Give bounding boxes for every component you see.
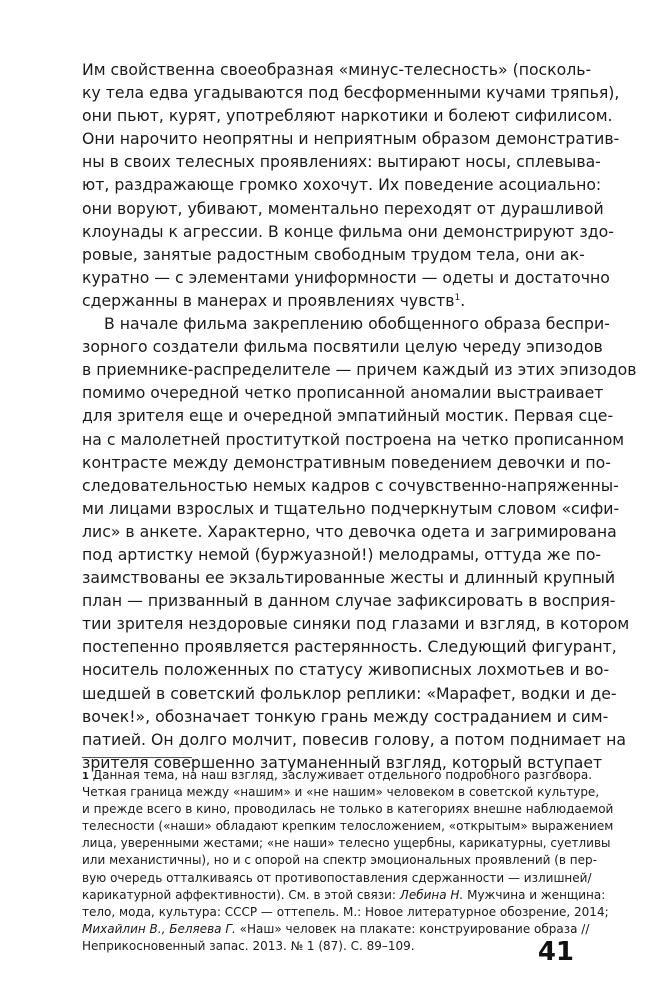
body-line: на с малолетней проституткой построена на четко прописанном <box>82 429 625 449</box>
body-line: ны в своих телесных проявлениях: вытирают носы, сплевыва- <box>82 152 601 172</box>
body-line: помимо очередной четко прописанной аномалии выстраивает <box>82 383 604 403</box>
body-line: под артистку немой (буржуазной!) мелодрамы, оттуда же по- <box>82 544 602 564</box>
body-line: в приемнике-распределителе — причем каждый из этих эпизодов <box>82 360 637 380</box>
footnote-line <box>82 767 593 784</box>
footnote-number: 1 <box>82 771 89 782</box>
body-line: носитель положенных по статусу живописных лохмотьев и во- <box>82 660 610 680</box>
footnote-line: телесности («наши» обладают крепким телосложением, «открытым» выражением <box>82 819 614 834</box>
main-text <box>82 58 637 774</box>
footnote-text: Мужчина и женщина: <box>467 887 606 902</box>
body-line: ровые, занятые радостным свободным трудом тела, они ак- <box>82 244 585 264</box>
body-line: зорного создатели фильма посвятили целую череду эпизодов <box>82 337 603 357</box>
body-line: шедшей в советский фольклор реплики: «Марафет, водки и де- <box>82 683 617 703</box>
body-line: клоунады к агрессии. В конце фильма они демонстрируют здо- <box>82 221 614 241</box>
footnote-marker[interactable]: 1 <box>454 292 461 303</box>
body-line: ку тела едва угадываются под бесформенными кучами тряпья), <box>82 83 620 103</box>
body-line-paragraph-end: сдержанны в манерах и проявлениях чувств$^1$. <box>82 290 466 310</box>
body-line: следовательностью немых кадров с сочувственно-напряженны- <box>82 475 619 495</box>
footnote-author: Лебина Н. <box>399 887 464 902</box>
body-line: постепенно проявляется растерянность. Следующий фигурант, <box>82 637 617 657</box>
footnote-text: карикатурной аффективности). См. в этой связи: <box>82 887 396 902</box>
body-line-text: сдержанны в манерах и проявлениях чувств <box>82 290 455 310</box>
body-line: куратно — с элементами униформности — одеты и достаточно <box>82 267 610 287</box>
footnote-line: Неприкосновенный запас. 2013. № 1 (87). С. 89–109. <box>82 938 415 953</box>
body-line: они воруют, убивают, моментально переходят от дурашливой <box>82 198 604 218</box>
body-line: ми лицами взрослых и тщательно подчеркнутым словом «сифи- <box>82 498 620 518</box>
footnote-line: или механистичны), но и с опорой на спектр эмоциональных проявлений (в пер- <box>82 853 597 868</box>
body-line: вочек!», обозначает тонкую грань между состраданием и сим- <box>82 706 609 726</box>
footnote-block <box>82 767 614 955</box>
body-line: зрителя совершенно затуманенный взгляд, который вступает <box>82 752 603 772</box>
page-number: 41 <box>537 937 574 967</box>
body-line: Они нарочито неопрятны и неприятным образом демонстратив- <box>82 129 620 149</box>
footnote-line: тело, мода, культура: СССР — оттепель. М.: Новое литературное обозрение, 2014; <box>82 904 609 919</box>
footnote-line: и прежде всего в кино, проводилась не только в категориях внешне наблюдаемой <box>82 802 614 817</box>
footnote-text: Данная тема, на наш взгляд, заслуживает отдельного подробного разговора. <box>92 768 593 782</box>
body-line: Им свойственна своеобразная «минус-телесность» (посколь- <box>82 60 592 79</box>
footnote-line <box>82 921 590 938</box>
body-line-paragraph-start: В начале фильма закреплению обобщенного образа беспри- <box>104 314 610 334</box>
body-line: ют, раздражающе громко хохочут. Их поведение асоциально: <box>82 175 602 195</box>
footnote-line: вую очередь отталкиваясь от противопоставления сдержанности — излишней/ <box>82 870 592 885</box>
footnote-author: Михайлин В., Беляева Г. <box>82 921 236 936</box>
body-line: патией. Он долго молчит, повесив голову, а потом поднимает на <box>82 729 626 749</box>
body-line: для зрителя еще и очередной эмпатийный мостик. Первая сце- <box>82 406 614 426</box>
body-line: они пьют, курят, употребляют наркотики и болеют сифилисом. <box>82 106 613 126</box>
footnote-line: лица, уверенными жестами; «не наши» телесно ущербны, карикатурны, суетливы <box>82 836 611 851</box>
footnote-line: Четкая граница между «нашим» и «не нашим» человеком в советской культуре, <box>82 785 600 800</box>
footnote-quote: «Наш» <box>239 921 282 936</box>
body-line: лис» в анкете. Характерно, что девочка одета и загримирована <box>82 521 617 541</box>
body-line: план — призванный в данном случае зафиксировать в восприя- <box>82 591 616 611</box>
footnote-divider <box>82 757 192 758</box>
body-line: заимствованы ее экзальтированные жесты и длинный крупный <box>82 568 616 588</box>
footnote-line <box>82 887 606 904</box>
body-line: тии зрителя нездоровые синяки под глазами и взгляд, в котором <box>82 614 630 634</box>
body-line: контрасте между демонстративным поведением девочки и по- <box>82 452 611 472</box>
footnote-text: человек на плакате: конструирование образа // <box>285 921 590 936</box>
